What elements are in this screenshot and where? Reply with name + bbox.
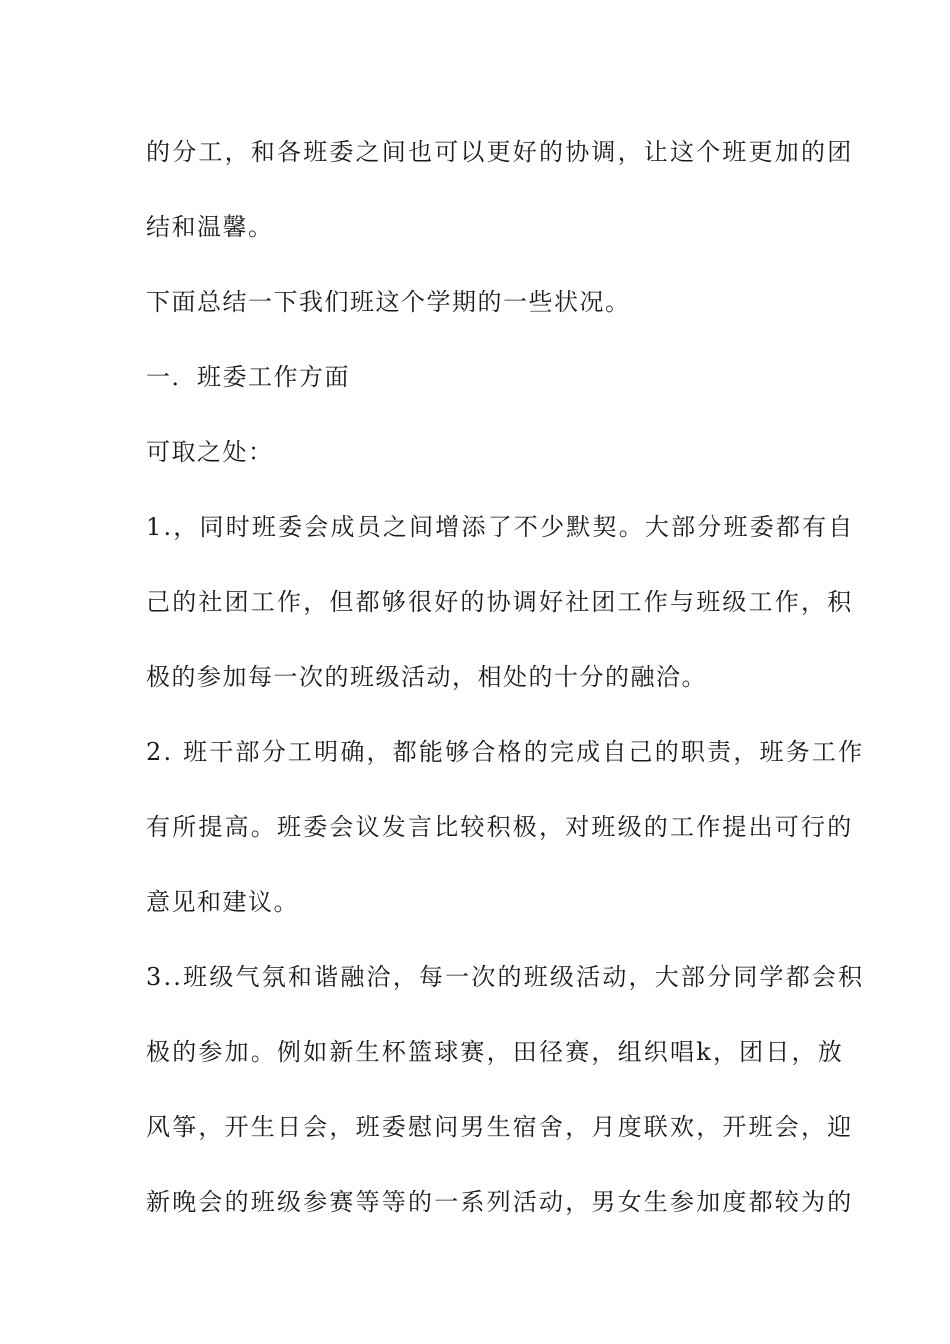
section-heading: 一．班委工作方面 — [146, 363, 350, 391]
text-line: 下面总结一下我们班这个学期的一些状况。 — [146, 288, 631, 316]
list-item-1: 1.，同时班委会成员之间增添了不少默契。大部分班委都有自 — [146, 513, 855, 541]
text-line: 有所提高。班委会议发言比较积极，对班级的工作提出可行的 — [146, 813, 854, 841]
list-item-3: 3..班级气氛和谐融洽，每一次的班级活动，大部分同学都会积 — [146, 963, 865, 991]
text-line: 己的社团工作，但都够很好的协调好社团工作与班级工作，积 — [146, 588, 854, 616]
text-line: 极的参加每一次的班级活动，相处的十分的融洽。 — [146, 663, 707, 691]
text-line: 的分工，和各班委之间也可以更好的协调，让这个班更加的团 — [146, 138, 854, 166]
text-line: 结和温馨。 — [146, 213, 274, 241]
text-line: 新晚会的班级参赛等等的一系列活动，男女生参加度都较为的 — [146, 1188, 854, 1216]
subsection-label: 可取之处： — [146, 438, 274, 466]
text-line: 意见和建议。 — [146, 888, 299, 916]
list-item-2: 2. 班干部分工明确，都能够合格的完成自己的职责，班务工作 — [146, 738, 865, 766]
text-line: 风筝，开生日会，班委慰问男生宿舍，月度联欢，开班会，迎 — [146, 1113, 854, 1141]
text-line: 极的参加。例如新生杯篮球赛，田径赛，组织唱k，团日，放 — [146, 1038, 844, 1066]
